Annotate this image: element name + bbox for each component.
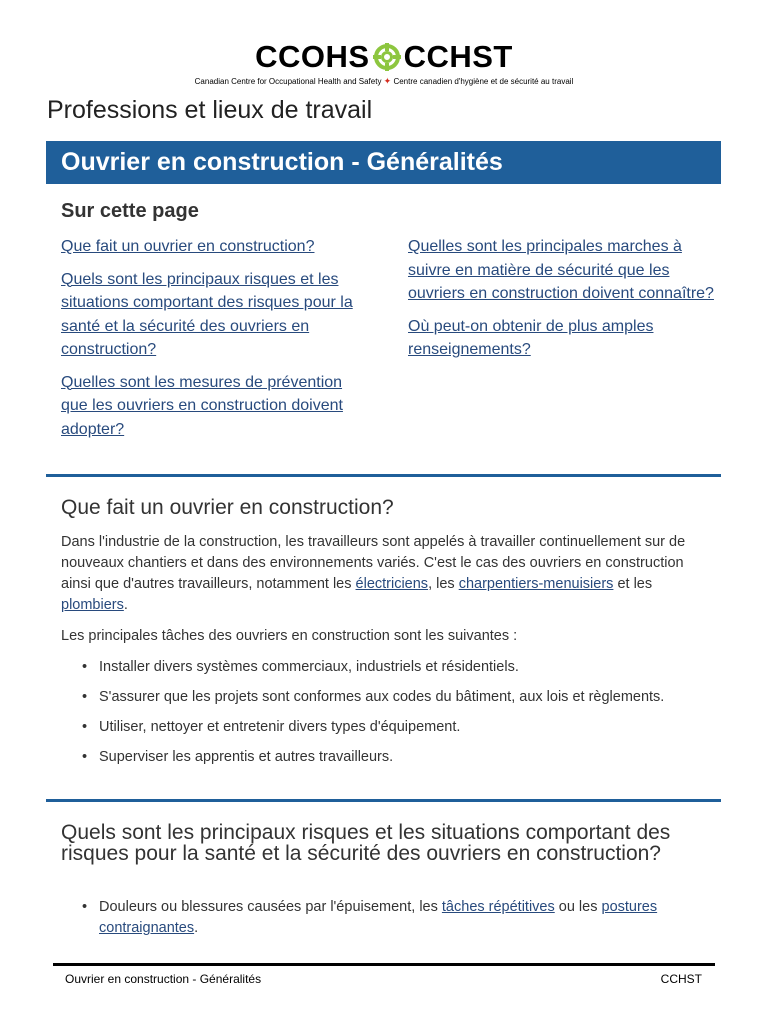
toc-link-prevention[interactable]: Quelles sont les mesures de prévention que les ouvriers en construction doivent adopter? — [61, 373, 343, 438]
footer-title: Ouvrier en construction - Généralités — [65, 972, 262, 986]
toc-left-column — [61, 235, 361, 450]
section1-intro — [61, 532, 716, 616]
logo-ccohs: CCOHS — [255, 39, 370, 74]
logo-tagline — [0, 76, 768, 87]
task-item: • Superviser les apprentis et autres travailleurs. — [99, 747, 754, 768]
risk-item-sep: ou les — [554, 899, 602, 915]
toc-right-column — [408, 235, 718, 371]
footer-org: CCHST — [660, 972, 702, 986]
footer-rule — [53, 963, 715, 966]
site-logo[interactable] — [0, 40, 768, 87]
link-electriciens[interactable]: électriciens — [355, 576, 429, 592]
title-bar — [46, 141, 721, 184]
section2-heading: Quels sont les principaux risques et les situations comportant des risques pour la santé et la sécurité des ouvriers en construction? — [61, 821, 671, 865]
toc-link-more-info[interactable]: Où peut-on obtenir de plus amples renseignements? — [408, 317, 654, 358]
toc-link-safety-procedures[interactable]: Quelles sont les principales marches à suivre en matière de sécurité que les ouvriers en construction doivent connaître? — [408, 238, 714, 302]
section1-sep1: , les — [428, 576, 459, 592]
maple-leaf-icon: ✦ — [383, 76, 392, 86]
section1-sep2: et les — [613, 576, 653, 592]
task-item: • Installer divers systèmes commerciaux, industriels et résidentiels. — [99, 657, 754, 678]
link-postures-contraignantes[interactable]: postures contraignantes — [99, 899, 658, 936]
logo-tagline-en: Canadian Centre for Occupational Health and Safety — [194, 77, 382, 86]
section1-end: . — [123, 597, 128, 613]
ccohs-emblem-icon — [373, 43, 401, 71]
risk-list — [61, 897, 754, 948]
section1-heading: Que fait un ouvrier en construction? — [61, 496, 394, 519]
link-plombiers[interactable]: plombiers — [61, 597, 124, 613]
section-heading: Professions et lieux de travail — [47, 96, 373, 124]
section1-tasks-intro: Les principales tâches des ouvriers en construction sont les suivantes : — [61, 628, 518, 644]
task-item: • S'assurer que les projets sont conformes aux codes du bâtiment, aux lois et règlements. — [99, 687, 754, 708]
link-charpentiers-menuisiers[interactable]: charpentiers-menuisiers — [458, 576, 614, 592]
task-item: • Utiliser, nettoyer et entretenir divers types d'équipement. — [99, 717, 754, 738]
logo-row — [255, 40, 513, 74]
risk-item-text: Douleurs ou blessures causées par l'épuisement, les — [99, 899, 442, 915]
risk-item-end: . — [194, 920, 199, 936]
toc-link-main-risks[interactable]: Quels sont les principaux risques et les situations comportant des risques pour la santé et la sécurité des ouvriers en construction? — [61, 270, 353, 358]
link-taches-repetitives[interactable]: tâches répétitives — [441, 899, 555, 915]
logo-cchst: CCHST — [403, 39, 513, 74]
risk-item — [99, 897, 754, 939]
task-list — [61, 657, 754, 777]
toc-link-what-does[interactable]: Que fait un ouvrier en construction? — [61, 238, 315, 255]
logo-tagline-fr: Centre canadien d'hygiène et de sécurité au travail — [393, 77, 574, 86]
section-divider — [46, 474, 721, 477]
toc-title: Sur cette page — [61, 200, 199, 222]
section-divider — [46, 799, 721, 802]
section1-intro-text: Dans l'industrie de la construction, les travailleurs sont appelés à travailler continuellement sur de nouveaux chantiers et dans des environnements variés. C'est le cas des ouvriers en construction ainsi que d'autres travailleurs, notamment les — [61, 534, 686, 592]
page-title: Ouvrier en construction - Généralités — [61, 148, 503, 176]
